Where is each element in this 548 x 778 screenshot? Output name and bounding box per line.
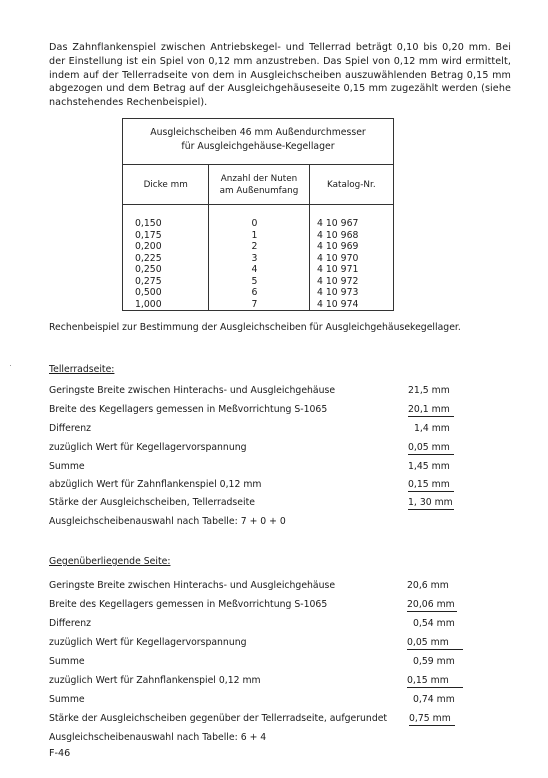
calc-value: 20,1 mm: [408, 404, 454, 417]
calc-value: 0,75 mm: [409, 713, 455, 726]
section1-heading: Tellerradseite:: [49, 364, 115, 375]
calc-label: Stärke der Ausgleichscheiben, Tellerradseite: [49, 497, 255, 508]
table-cell: 4 10 970: [317, 252, 359, 264]
calc-label: Geringste Breite zwischen Hinterachs- und Ausgleichgehäuse: [49, 580, 336, 591]
table-caption-line2: für Ausgleichgehäuse-Kegellager: [181, 141, 335, 152]
table-cell: 4: [251, 264, 258, 275]
header-thickness: Dicke mm: [143, 179, 188, 190]
calc-label: Ausgleichscheibenauswahl nach Tabelle: 6 + 4: [49, 732, 267, 743]
table-cell: 0,275: [135, 275, 162, 287]
header-catalog: Katalog-Nr.: [327, 179, 376, 190]
calc-value: 0,05 mm: [408, 442, 454, 455]
calc-value: 0,74 mm: [413, 694, 455, 705]
table-cell: 0,150: [135, 218, 162, 229]
table-cell: 0: [251, 218, 258, 229]
table-cell: 0,250: [135, 264, 162, 275]
shim-table: [122, 118, 394, 311]
catalog-column: [309, 218, 393, 310]
intro-text: Das Zahnflankenspiel zwischen Antriebskegel- und Tellerrad beträgt 0,10 bis 0,20 mm. Bei der Einstellung ist ein Spiel von 0,12 mm anzustreben. Das Spiel von 0,12 mm wird ermittelt, indem auf der Tellerradseite von dem in Ausgleichscheiben auszuwählenden Betrag 0,15 mm abgezogen und dem Betrag auf der Ausgleichgehäuseseite 0,15 mm zugezählt werden (siehe nachstehendes Rechenbeispiel).: [49, 42, 511, 109]
table-cell: 4 10 971: [317, 264, 359, 275]
table-cell: 2: [251, 241, 258, 252]
scan-speck: [10, 365, 11, 366]
calc-value: 0,59 mm: [413, 656, 455, 667]
calc-label: Breite des Kegellagers gemessen in Meßvorrichtung S-1065: [49, 599, 328, 610]
table-body: [123, 205, 393, 310]
calc-label: zuzüglich Wert für Zahnflankenspiel 0,12 mm: [49, 675, 261, 686]
grooves-column: [209, 218, 309, 310]
table-cell: 0,200: [135, 241, 162, 252]
calc-value: 0,15 mm: [407, 675, 463, 688]
table-cell: 5: [251, 275, 258, 287]
page-number: F-46: [49, 748, 71, 759]
calc-label: Differenz: [49, 423, 91, 434]
calc-label: Summe: [49, 461, 85, 472]
table-cell: 1,000: [135, 298, 162, 310]
table-cell: 0,500: [135, 287, 162, 298]
calc-label: Breite des Kegellagers gemessen in Meßvorrichtung S-1065: [49, 404, 328, 415]
calc-value: 1, 30 mm: [408, 497, 453, 508]
calc-value: 0,15 mm: [408, 479, 454, 492]
calc-label: abzüglich Wert für Zahnflankenspiel 0,12 mm: [49, 479, 262, 490]
thickness-column: [123, 218, 209, 310]
intro-paragraph: [49, 41, 511, 110]
calc-label: Ausgleichscheibenauswahl nach Tabelle: 7 + 0 + 0: [49, 516, 286, 527]
header-grooves-line1: Anzahl der Nuten: [220, 173, 298, 184]
column-divider: [208, 165, 209, 310]
table-cell: 7: [251, 298, 258, 310]
calc-value: 21,5 mm: [408, 385, 450, 396]
table-caption: [123, 119, 393, 165]
calc-value: 20,6 mm: [407, 580, 449, 591]
header-grooves-line2: am Außenumfang: [219, 185, 299, 196]
table-header: [123, 165, 393, 205]
calc-label: Differenz: [49, 618, 91, 629]
table-cell: 6: [251, 287, 258, 298]
column-divider: [309, 165, 310, 310]
calc-value: 20,06 mm: [407, 599, 457, 612]
example-intro: Rechenbeispiel zur Bestimmung der Ausgleichscheiben für Ausgleichgehäusekegellager.: [49, 322, 461, 333]
table-cell: 0,225: [135, 252, 162, 264]
calc-value: 0,54 mm: [413, 618, 455, 629]
table-cell: 4 10 974: [317, 298, 359, 310]
table-cell: 0,175: [135, 229, 162, 241]
calc-value: 1,4 mm: [414, 423, 450, 434]
table-cell: 4 10 967: [317, 218, 359, 229]
section2-heading: Gegenüberliegende Seite:: [49, 556, 171, 567]
table-cell: 4 10 968: [317, 229, 359, 241]
table-caption-line1: Ausgleichscheiben 46 mm Außendurchmesser: [150, 127, 366, 138]
calc-value: 0,05 mm: [407, 637, 463, 650]
calc-label: Summe: [49, 656, 85, 667]
table-cell: 1: [251, 229, 258, 241]
table-cell: 4 10 972: [317, 275, 359, 287]
calc-value: 1,45 mm: [408, 461, 450, 472]
calc-label: Stärke der Ausgleichscheiben gegenüber der Tellerradseite, aufgerundet: [49, 713, 388, 724]
table-cell: 4 10 969: [317, 241, 359, 252]
table-cell: 4 10 973: [317, 287, 359, 298]
calc-label: zuzüglich Wert für Kegellagervorspannung: [49, 637, 247, 648]
table-cell: 3: [251, 252, 258, 264]
calc-label: Summe: [49, 694, 85, 705]
header-grooves: [208, 165, 309, 204]
calc-label: zuzüglich Wert für Kegellagervorspannung: [49, 442, 247, 453]
calc-label: Geringste Breite zwischen Hinterachs- und Ausgleichgehäuse: [49, 385, 336, 396]
